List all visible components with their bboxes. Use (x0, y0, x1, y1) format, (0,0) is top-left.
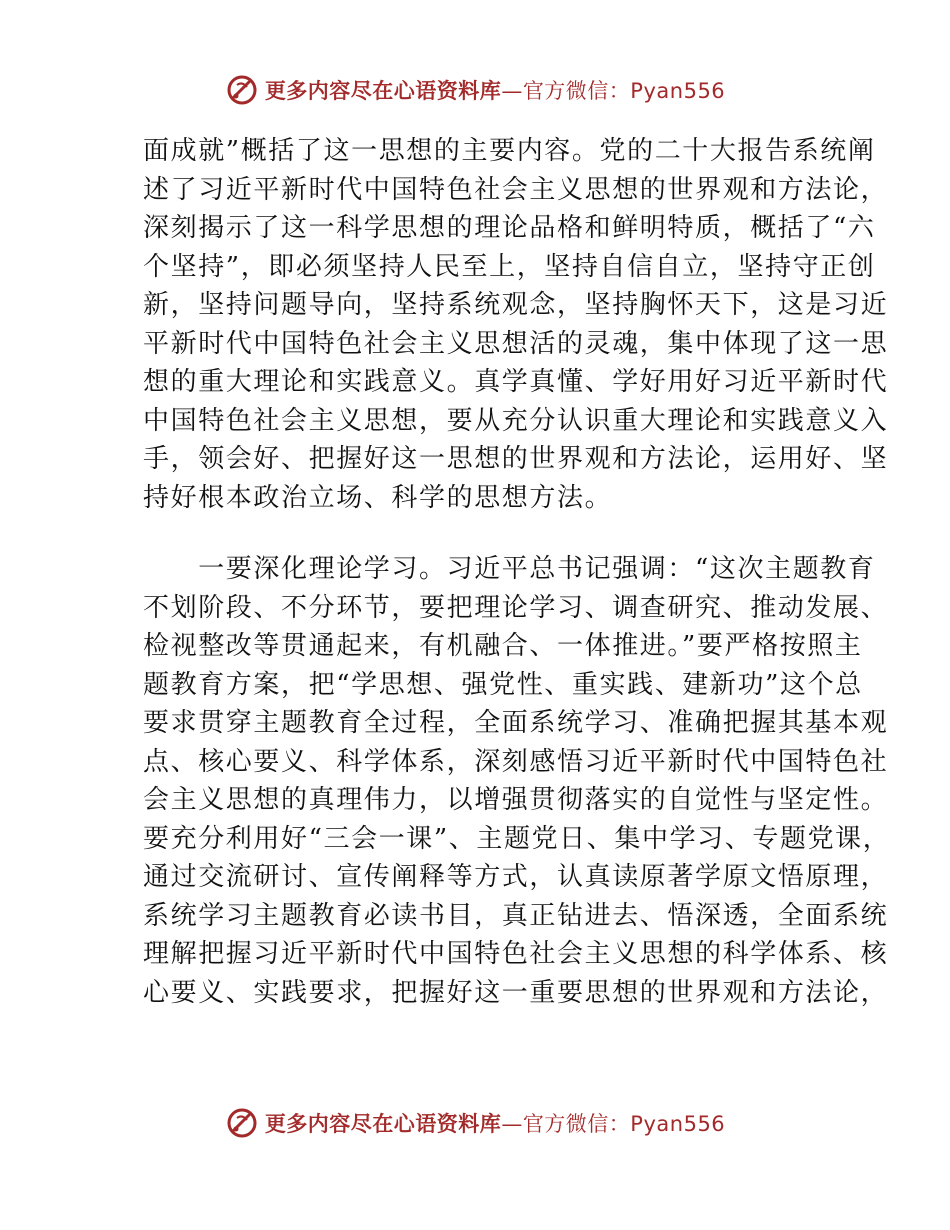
logo-icon (225, 1106, 259, 1140)
text-line: 点、核心要义、科学体系，深刻感悟习近平新时代中国特色社 (143, 746, 889, 777)
text-line: 系统学习主题教育必读书目，真正钻进去、悟深透，全面系统 (143, 900, 889, 931)
text-line: 新，坚持问题导向，坚持系统观念，坚持胸怀天下，这是习近 (143, 290, 889, 320)
paragraph-1 (143, 132, 889, 517)
text-line: 中国特色社会主义思想，要从充分认识重大理论和实践意义入 (143, 405, 889, 436)
text-line: 通过交流研讨、宣传阐释等方式，认真读原著学原文悟原理， (143, 862, 889, 892)
paragraph-2 (143, 550, 891, 1012)
text-line: 想的重大理论和实践意义。真学真懂、学好用好习近平新时代 (143, 367, 889, 397)
footer-wechat-text: —官方微信：Pyan556 (501, 1112, 726, 1136)
footer-banner (0, 1101, 950, 1145)
text-line: 持好根本政治立场、科学的思想方法。 (143, 482, 613, 513)
document-body (143, 132, 891, 1012)
text-line: 不划阶段、不分环节，要把理论学习、调查研究、推动发展、 (143, 592, 889, 623)
text-line: 会主义思想的真理伟力，以增强贯彻落实的自觉性与坚定性。 (143, 785, 889, 815)
text-line: 心要义、实践要求，把握好这一重要思想的世界观和方法论， (143, 977, 889, 1008)
text-line: 要充分利用好“三会一课”、主题党日、集中学习、专题党课， (143, 823, 891, 854)
header-site-text: 更多内容尽在心语资料库 (264, 79, 502, 103)
text-line: 面成就”概括了这一思想的主要内容。党的二十大报告系统阐 (143, 136, 876, 166)
text-line: 要求贯穿主题教育全过程，全面系统学习、准确把握其基本观 (143, 708, 889, 738)
header-wechat-text: —官方微信：Pyan556 (501, 79, 726, 103)
text-line: 深刻揭示了这一科学思想的理论品格和鲜明特质，概括了“六 (143, 213, 876, 243)
text-line: 题教育方案，把“学思想、强党性、重实践、建新功”这个总 (143, 669, 863, 700)
text-line: 述了习近平新时代中国特色社会主义思想的世界观和方法论， (143, 174, 889, 205)
text-line: 检视整改等贯通起来，有机融合、一体推进。”要严格按照主 (143, 631, 863, 661)
text-line: 平新时代中国特色社会主义思想活的灵魂，集中体现了这一思 (143, 328, 889, 359)
header-banner (0, 68, 950, 112)
footer-site-text: 更多内容尽在心语资料库 (264, 1112, 502, 1136)
text-line: 理解把握习近平新时代中国特色社会主义思想的科学体系、核 (143, 939, 889, 969)
logo-icon (225, 73, 259, 107)
text-line: 个坚持”，即必须坚持人民至上，坚持自信自立，坚持守正创 (143, 251, 876, 282)
text-line: 一要深化理论学习。习近平总书记强调：“这次主题教育 (143, 554, 876, 584)
paragraph-spacer (143, 517, 823, 550)
header-banner-text (265, 75, 725, 105)
footer-banner-text (265, 1108, 725, 1138)
text-line: 手，领会好、把握好这一思想的世界观和方法论，运用好、坚 (143, 444, 889, 474)
